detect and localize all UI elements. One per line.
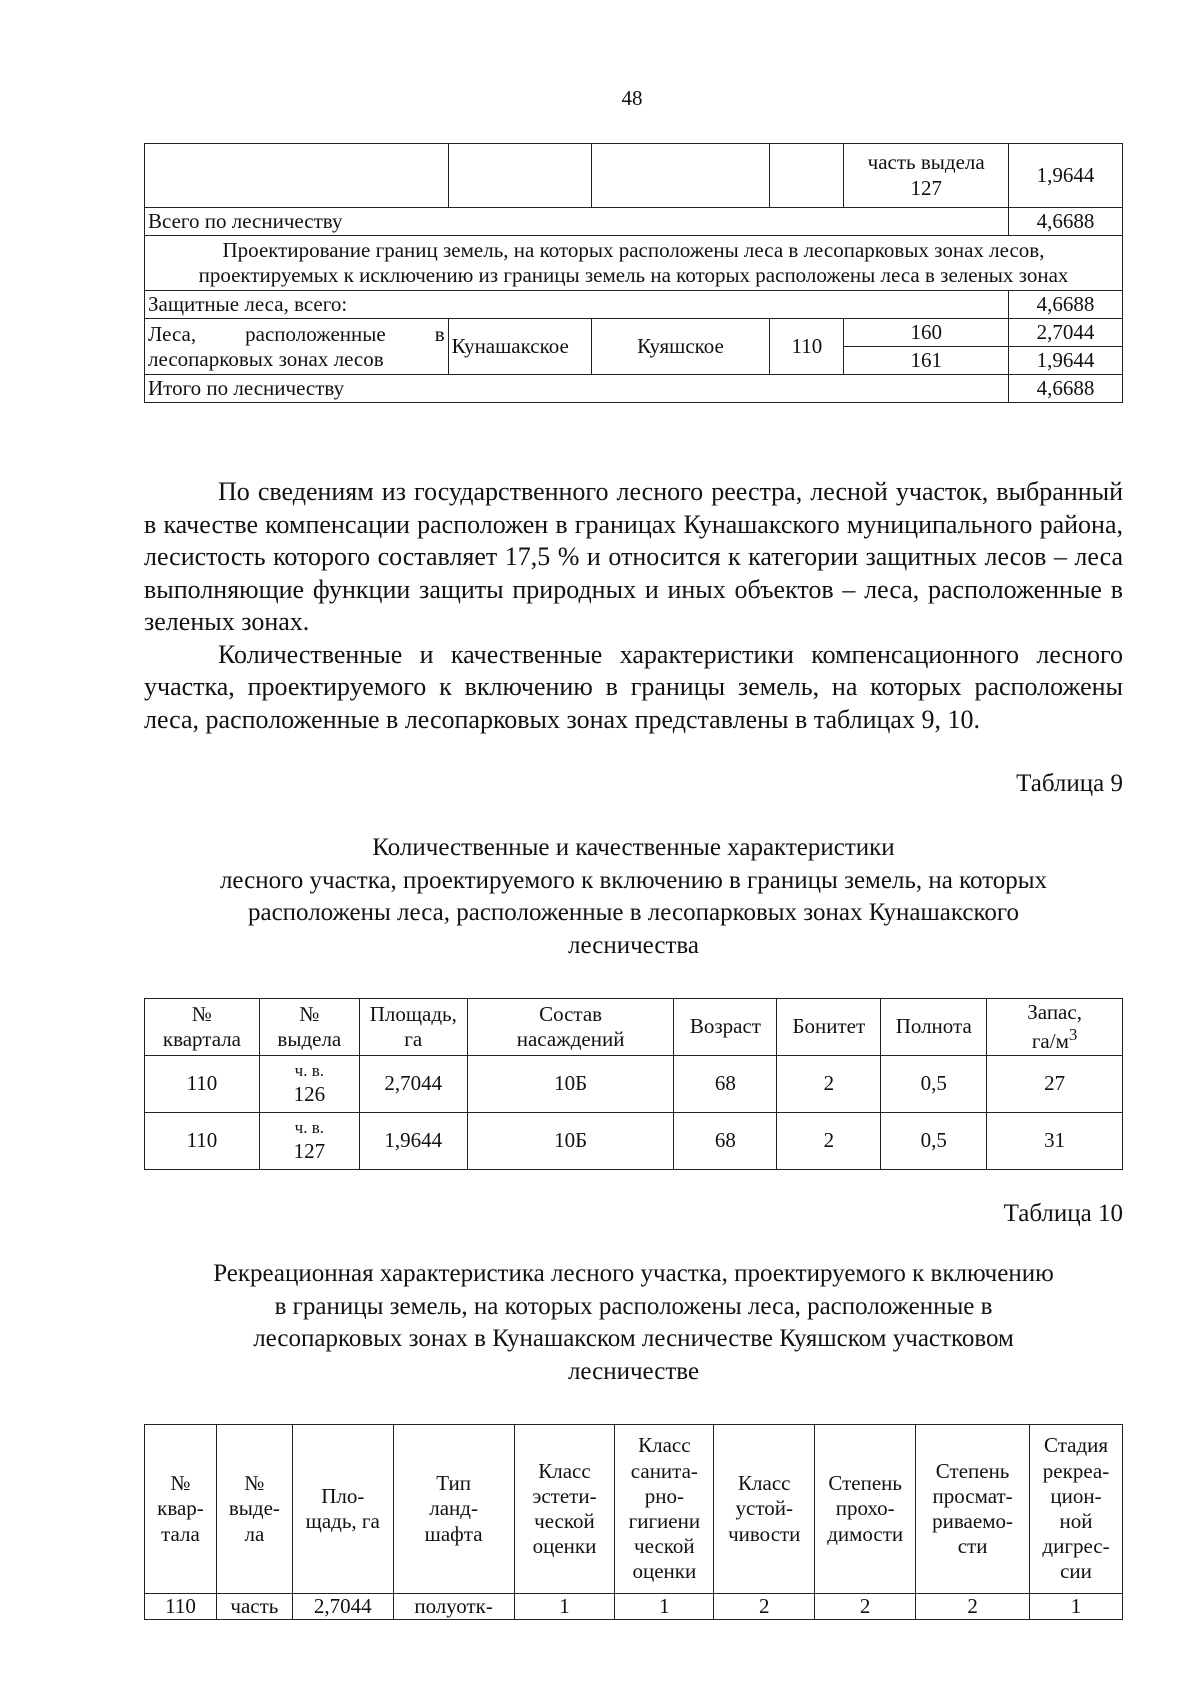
table-row	[145, 144, 1123, 208]
header-text: рекреа-	[1042, 1458, 1110, 1483]
header-landscape-type	[393, 1425, 514, 1594]
area-value: 1,9644	[1009, 144, 1123, 208]
cell-digression-stage: 1	[1030, 1594, 1123, 1620]
header-plot	[259, 999, 359, 1056]
cell-sanitary-class: 1	[615, 1594, 714, 1620]
header-passability	[815, 1425, 916, 1594]
caption-line: Рекреационная характеристика лесного участка, проектируемого к включению	[213, 1260, 1054, 1287]
stock-unit: га/м	[1031, 1029, 1069, 1053]
caption-line: лесного участка, проектируемого к включению в границы земель, на которых	[219, 866, 1048, 894]
plot-area: 1,9644	[1009, 347, 1123, 375]
table-header-row	[145, 1425, 1123, 1594]
header-digression-stage	[1030, 1425, 1123, 1594]
header-text: Стадия	[1043, 1433, 1109, 1458]
header-aesthetic-class	[514, 1425, 615, 1594]
header-text: Степень	[828, 1471, 902, 1496]
cell-text: ч. в.	[294, 1061, 324, 1081]
table-row	[145, 208, 1123, 236]
header-text: оценки	[532, 1534, 597, 1559]
cell-plot	[259, 1056, 359, 1113]
header-text: просмат-	[932, 1483, 1013, 1508]
header-text: ной	[1059, 1509, 1093, 1533]
cell-density: 0,5	[881, 1056, 987, 1113]
header-text: ланд-	[429, 1496, 478, 1521]
header-bonitet: Бонитет	[777, 999, 881, 1056]
header-text: Класс	[538, 1458, 591, 1483]
cell-quarter: 110	[145, 1056, 260, 1113]
header-plot	[216, 1425, 292, 1594]
header-text: Класс	[738, 1471, 791, 1496]
cell-bonitet: 2	[777, 1056, 881, 1113]
plot-number: 161	[844, 347, 1009, 375]
table-row	[145, 1113, 1123, 1170]
header-text: Степень	[935, 1458, 1010, 1483]
header-text: устой-	[735, 1496, 793, 1521]
paragraph: Количественные и качественные характеристики компенсационного лесного участка, проектируемого к включению в границы земель, на которых расположены леса, расположенные в лесопарковых зонах представлены в таблицах 9, 10.	[144, 639, 1123, 734]
table-10-label: Таблица 10	[1003, 1200, 1123, 1227]
caption-line: Количественные и качественные характеристики	[372, 834, 895, 861]
cell-density: 0,5	[881, 1113, 987, 1170]
stock-unit-sup: 3	[1068, 1025, 1078, 1044]
protective-forests-label: Защитные леса, всего:	[145, 291, 1009, 319]
cell-passability: 2	[815, 1594, 916, 1620]
forests-label-line2: лесопарковых зонах лесов	[148, 346, 384, 371]
plot-label-cell	[844, 144, 1009, 208]
table-9-caption	[144, 832, 1123, 962]
header-composition	[467, 999, 674, 1056]
cell-text: ч. в.	[294, 1118, 324, 1138]
header-text: щадь, га	[305, 1509, 380, 1533]
table-9-label: Таблица 9	[1016, 770, 1123, 797]
table-9	[144, 998, 1123, 1170]
header-text: га	[404, 1027, 423, 1051]
cell-landscape-type: полуотк-	[393, 1594, 514, 1620]
page-number: 48	[621, 86, 643, 110]
header-quarter	[145, 999, 260, 1056]
header-text: ческой	[534, 1509, 595, 1533]
forest-lands-table	[144, 143, 1123, 403]
header-text: квартала	[162, 1027, 241, 1051]
protective-forests-value: 4,6688	[1009, 291, 1123, 319]
quarter-number: 110	[770, 319, 844, 375]
total-forestry-value: 4,6688	[1009, 208, 1123, 236]
header-text: димости	[827, 1521, 904, 1546]
cell-age: 68	[674, 1113, 777, 1170]
empty-cell	[591, 144, 770, 208]
table-row	[145, 291, 1123, 319]
table-row	[145, 1594, 1123, 1620]
cell-area: 2,7044	[359, 1056, 467, 1113]
cell-bonitet: 2	[777, 1113, 881, 1170]
forestry-name: Кунашакское	[448, 319, 591, 375]
header-text: выдела	[277, 1027, 342, 1051]
header-age: Возраст	[674, 999, 777, 1056]
header-text: Тип	[436, 1471, 471, 1496]
header-text: прохо-	[835, 1496, 895, 1521]
cell-text: 126	[293, 1081, 326, 1106]
cell-area: 1,9644	[359, 1113, 467, 1170]
table-row	[145, 1056, 1123, 1113]
paragraph: По сведениям из государственного лесного реестра, лесной участок, выбранный в качестве компенсации расположен в границах Кунашакского муниципального района, лесистость которого составляет 17,5 % и относится к категории защитных лесов – леса выполняющие функции защиты природных и иных объектов – леса, расположенные в зеленых зонах.	[144, 477, 1123, 636]
caption-line: лесничестве	[567, 1357, 700, 1385]
header-text: гигиени	[628, 1509, 701, 1533]
empty-cell	[448, 144, 591, 208]
header-area	[292, 1425, 393, 1594]
forests-label-cell	[145, 319, 449, 375]
table-row	[145, 375, 1123, 403]
header-text: шафта	[424, 1521, 483, 1546]
header-text: рно-	[644, 1483, 684, 1508]
table-row	[145, 319, 1123, 347]
caption-line: лесничества	[568, 931, 699, 959]
header-text: Запас,	[1027, 999, 1082, 1024]
cell-plot: часть	[216, 1594, 292, 1620]
header-stability-class	[714, 1425, 815, 1594]
header-area	[359, 999, 467, 1056]
table-header-row	[145, 999, 1123, 1056]
plot-label-line2: 127	[910, 175, 942, 200]
header-text: №	[191, 1001, 212, 1026]
section-heading: Проектирование границ земель, на которых расположены леса в лесопарковых зонах лесов, проектируемых к исключению из границы земель на которых расположены леса в зеленых зонах	[145, 236, 1123, 291]
header-text: Класс	[638, 1433, 691, 1458]
total-forestry-label: Всего по лесничеству	[145, 208, 1009, 236]
caption-line: в границы земель, на которых расположены леса, расположенные в	[274, 1292, 993, 1320]
cell-stock: 27	[987, 1056, 1123, 1113]
empty-cell	[770, 144, 844, 208]
cell-text: 127	[293, 1138, 326, 1163]
cell-aesthetic-class: 1	[514, 1594, 615, 1620]
itogo-label: Итого по лесничеству	[145, 375, 1009, 403]
empty-cell	[145, 144, 449, 208]
cell-age: 68	[674, 1056, 777, 1113]
header-text: квар-	[157, 1496, 204, 1521]
plot-area: 2,7044	[1009, 319, 1123, 347]
header-sanitary-class	[615, 1425, 714, 1594]
header-text	[990, 1025, 1119, 1054]
header-text: риваемо-	[932, 1509, 1013, 1533]
plot-number: 160	[844, 319, 1009, 347]
header-density: Полнота	[881, 999, 987, 1056]
header-text: Пло-	[321, 1483, 365, 1508]
header-text: ла	[244, 1521, 265, 1546]
cell-stock: 31	[987, 1113, 1123, 1170]
caption-line: лесопарковых зонах в Кунашакском лесничестве Куяшском участковом	[253, 1325, 1014, 1352]
body-text	[144, 476, 1123, 736]
cell-composition: 10Б	[467, 1056, 674, 1113]
subforestry-name: Куяшское	[591, 319, 770, 375]
header-text: тала	[161, 1521, 200, 1546]
header-text: цион-	[1050, 1483, 1102, 1508]
header-text: сти	[957, 1534, 988, 1559]
cell-area: 2,7044	[292, 1594, 393, 1620]
forests-label-line1: Леса, расположенные в	[148, 321, 445, 346]
table-10-caption	[144, 1258, 1123, 1388]
cell-quarter: 110	[145, 1113, 260, 1170]
header-stock	[987, 999, 1123, 1056]
header-text: ческой	[634, 1534, 695, 1559]
cell-quarter: 110	[145, 1594, 217, 1620]
cell-visibility: 2	[916, 1594, 1030, 1620]
header-text: насаждений	[516, 1027, 625, 1051]
header-text: №	[170, 1471, 191, 1496]
header-text: санита-	[630, 1458, 698, 1483]
header-text: выде-	[228, 1496, 280, 1521]
caption-line: расположены леса, расположенные в лесопарковых зонах Кунашакского	[247, 899, 1020, 926]
table-10	[144, 1424, 1123, 1620]
header-visibility	[916, 1425, 1030, 1594]
header-text: №	[244, 1471, 265, 1496]
header-text: оценки	[632, 1559, 697, 1584]
cell-composition: 10Б	[467, 1113, 674, 1170]
header-text: сии	[1060, 1559, 1092, 1584]
header-text: Состав	[539, 1001, 603, 1026]
table-row	[145, 236, 1123, 291]
itogo-value: 4,6688	[1009, 375, 1123, 403]
plot-label-line1: часть выдела	[867, 150, 985, 175]
header-text: эстети-	[532, 1483, 597, 1508]
header-text: дигрес-	[1042, 1534, 1110, 1559]
cell-stability-class: 2	[714, 1594, 815, 1620]
cell-plot	[259, 1113, 359, 1170]
header-text: чивости	[728, 1521, 801, 1546]
header-quarter	[145, 1425, 217, 1594]
header-text: Площадь,	[369, 1001, 457, 1026]
header-text: №	[299, 1001, 320, 1026]
